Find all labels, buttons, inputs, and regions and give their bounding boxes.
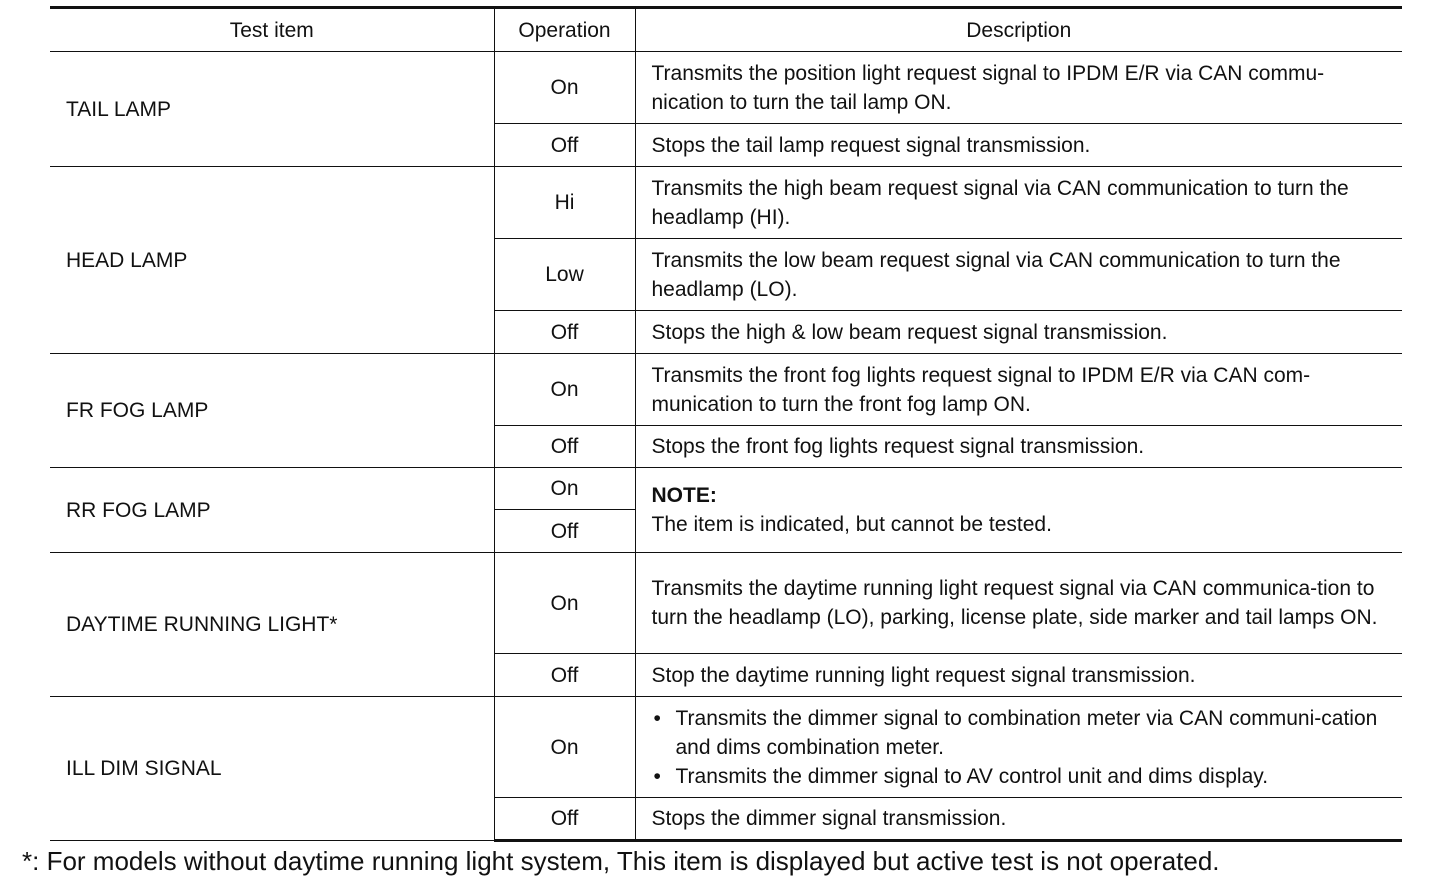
operation-cell: On — [494, 468, 635, 510]
test-item-cell: FR FOG LAMP — [50, 354, 494, 468]
test-item-cell: DAYTIME RUNNING LIGHT* — [50, 553, 494, 697]
operation-cell: Off — [494, 798, 635, 841]
description-cell: Transmits the daytime running light request signal via CAN communica-tion to turn the headlamp (LO), parking, license plate, side marker and tail lamps ON. — [635, 553, 1402, 654]
note-title: NOTE: — [651, 484, 717, 507]
operation-cell: Hi — [494, 167, 635, 239]
operation-cell: Off — [494, 311, 635, 354]
bullet-item: • Transmits the dimmer signal to AV control unit and dims display. — [652, 762, 1393, 791]
table-row — [50, 354, 1402, 426]
operation-cell: On — [494, 354, 635, 426]
test-item-cell: RR FOG LAMP — [50, 468, 494, 553]
test-item-cell: ILL DIM SIGNAL — [50, 697, 494, 841]
description-cell — [635, 697, 1402, 798]
description-cell: Stops the high & low beam request signal transmission. — [635, 311, 1402, 354]
test-item-cell: HEAD LAMP — [50, 167, 494, 354]
bullet-item: • Transmits the dimmer signal to combination meter via CAN communi-cation and dims combination meter. — [652, 704, 1393, 762]
header-test-item: Test item — [50, 8, 494, 52]
table-row — [50, 52, 1402, 124]
operation-cell: Off — [494, 124, 635, 167]
description-cell: Transmits the position light request signal to IPDM E/R via CAN commu-nication to turn the tail lamp ON. — [635, 52, 1402, 124]
table-row — [50, 468, 1402, 510]
footnote: *: For models without daytime running light system, This item is displayed but active test is not operated. — [22, 846, 1220, 876]
description-cell: Transmits the low beam request signal via CAN communication to turn the headlamp (LO). — [635, 239, 1402, 311]
operation-cell: On — [494, 553, 635, 654]
description-cell: Stop the daytime running light request signal transmission. — [635, 654, 1402, 697]
operation-cell: On — [494, 697, 635, 798]
operation-cell: Off — [494, 654, 635, 697]
operation-cell: On — [494, 52, 635, 124]
test-item-cell: TAIL LAMP — [50, 52, 494, 167]
operation-cell: Off — [494, 510, 635, 553]
table-row — [50, 167, 1402, 239]
description-cell: Stops the front fog lights request signal transmission. — [635, 426, 1402, 468]
note-text: The item is indicated, but cannot be tested. — [651, 513, 1052, 536]
bullet-list — [652, 704, 1393, 791]
table-header-row — [50, 8, 1402, 52]
operation-cell: Off — [494, 426, 635, 468]
operation-cell: Low — [494, 239, 635, 311]
description-cell: Transmits the front fog lights request signal to IPDM E/R via CAN com-munication to turn the front fog lamp ON. — [635, 354, 1402, 426]
active-test-table — [50, 6, 1402, 842]
description-cell: Transmits the high beam request signal via CAN communication to turn the headlamp (HI). — [635, 167, 1402, 239]
description-cell: Stops the dimmer signal transmission. — [635, 798, 1402, 841]
table-row — [50, 697, 1402, 798]
note-cell — [635, 468, 1402, 553]
header-operation: Operation — [494, 8, 635, 52]
description-cell: Stops the tail lamp request signal transmission. — [635, 124, 1402, 167]
header-description: Description — [635, 8, 1402, 52]
table-row — [50, 553, 1402, 654]
